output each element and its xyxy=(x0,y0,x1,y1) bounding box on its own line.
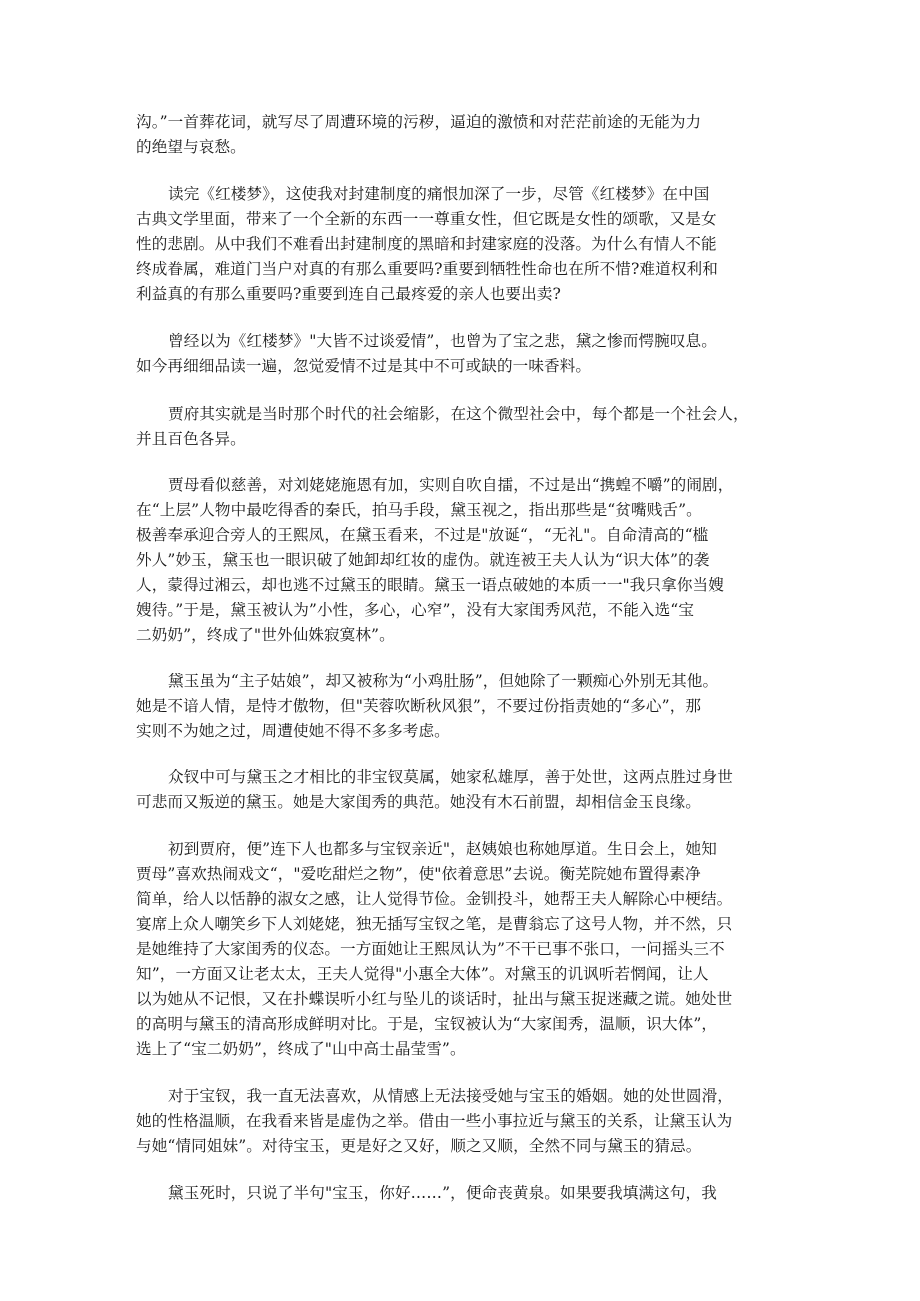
text-line: 沟。”一首葬花词，就写尽了周遭环境的污秽，逼迫的激愤和对茫茫前途的无能为力 xyxy=(136,113,702,131)
text-line: 利益真的有那么重要吗?重要到连自己最疼爱的亲人也要出卖? xyxy=(136,285,561,303)
text-line: 并且百色各异。 xyxy=(136,430,246,448)
text-line: 在“上层”人物中最吃得香的秦氏，拍马手段，黛玉视之，指出那些是“贫嘴贱舌”。 xyxy=(136,501,702,519)
text-line: 性的悲剧。从中我们不难看出封建制度的黑暗和封建家庭的没落。为什么有情人不能 xyxy=(136,235,717,253)
text-line: 如今再细细品读一遍，忽觉爱情不过是其中不可或缺的一味香料。 xyxy=(136,357,592,375)
text-line: 嫂待。”于是，黛玉被认为”小性，多心，心窄”，没有大家闺秀风范，不能入选“宝 xyxy=(136,601,695,619)
text-line: 与她“情同姐妹”。对待宝玉，更是好之又好，顺之又顺，全然不同与黛玉的猜忌。 xyxy=(136,1137,702,1155)
text-line: 以为她从不记恨，又在扑蝶误听小红与坠儿的谈话时，扯出与黛玉捉迷藏之谎。她处世 xyxy=(136,990,733,1008)
text-line: 她的性格温顺，在我看来皆是虚伪之举。借由一些小事拉近与黛玉的关系，让黛玉认为 xyxy=(136,1112,733,1130)
text-line: 可悲而又叛逆的黛玉。她是大家闺秀的典范。她没有木石前盟，却相信金玉良缘。 xyxy=(136,793,701,811)
text-line: 对于宝钗，我一直无法喜欢，从情感上无法接受她与宝玉的婚姻。她的处世圆滑， xyxy=(168,1087,733,1105)
text-line: 知”，一方面又让老太太，王夫人觉得"小惠全大体”。对黛玉的讥讽听若惘闻，让人 xyxy=(136,965,709,983)
text-line: 外人”妙玉，黛玉也一眼识破了她卸却红妆的虚伪。就连被王夫人认为“识大体”的袭 xyxy=(136,551,710,569)
text-line: 黛玉虽为“主子姑娘”，却又被称为“小鸡肚肠”，但她除了一颗痴心外别无其他。 xyxy=(168,672,719,690)
text-line: 简单，给人以恬静的淑女之感，让人觉得节俭。金钏投斗，她帮王夫人解除心中梗结。 xyxy=(136,890,733,908)
text-line: 二奶奶”，终成了"世外仙姝寂寞林”。 xyxy=(136,626,395,644)
text-line: 的高明与黛玉的清高形成鲜明对比。于是，宝钗被认为“大家闺秀，温顺，识大体”， xyxy=(136,1015,718,1033)
text-line: 读完《红楼梦》，这使我对封建制度的痛恨加深了一步，尽管《红楼梦》在中国 xyxy=(168,185,710,203)
text-line: 贾母”喜欢热闹戏文“，"爱吃甜烂之物”，使"依着意思”去说。衡芜院她布置得素净 xyxy=(136,865,701,883)
text-line: 终成眷属，难道门当户对真的有那么重要吗?重要到牺牲性命也在所不惜?难道权利和 xyxy=(136,260,718,278)
text-line: 人，蒙得过湘云，却也逃不过黛玉的眼睛。黛玉一语点破她的本质一一"我只拿你当嫂 xyxy=(136,576,724,594)
text-line: 选上了“宝二奶奶”，终成了"山中高士晶莹雪”。 xyxy=(136,1040,466,1058)
text-line: 她是不谙人情，是恃才傲物，但"芙蓉吹断秋风狠”，不要过份指责她的“多心”，那 xyxy=(136,697,702,715)
text-line: 贾母看似慈善，对刘姥姥施恩有加，实则自吹自擂，不过是出“携蝗不嚼”的闹剧， xyxy=(168,476,734,494)
text-line: 古典文学里面，带来了一个全新的东西一一尊重女性，但它既是女性的颂歌，又是女 xyxy=(136,210,717,228)
text-line: 是她维持了大家闺秀的仪态。一方面她让王熙凤认为”不干已事不张口，一问摇头三不 xyxy=(136,940,725,958)
text-line: 曾经以为《红楼梦》"大皆不过谈爱情”，也曾为了宝之悲，黛之惨而愕腕叹息。 xyxy=(168,332,717,350)
text-line: 初到贾府，便”连下人也都多与宝钗亲近"，赵姨娘也称她厚道。生日会上，她知 xyxy=(168,840,717,858)
text-line: 实则不为她之过，周遭使她不得不多多考虑。 xyxy=(136,722,450,740)
text-line: 贾府其实就是当时那个时代的社会缩影，在这个微型社会中，每个都是一个社会人， xyxy=(168,405,749,423)
text-line: 极善奉承迎合旁人的王熙凤，在黛玉看来，不过是"放诞“，“无礼"。自命清高的“槛 xyxy=(136,526,709,544)
text-line: 宴席上众人嘲笑乡下人刘姥姥，独无插写宝钗之笔，是曹翁忘了这号人物，并不然，只 xyxy=(136,915,733,933)
text-line: 黛玉死时，只说了半句"宝玉，你好……”，便命丧黄泉。如果要我填满这句，我 xyxy=(168,1184,717,1202)
text-line: 众钗中可与黛玉之才相比的非宝钗莫属，她家私雄厚，善于处世，这两点胜过身世 xyxy=(168,768,733,786)
text-line: 的绝望与哀愁。 xyxy=(136,138,246,156)
